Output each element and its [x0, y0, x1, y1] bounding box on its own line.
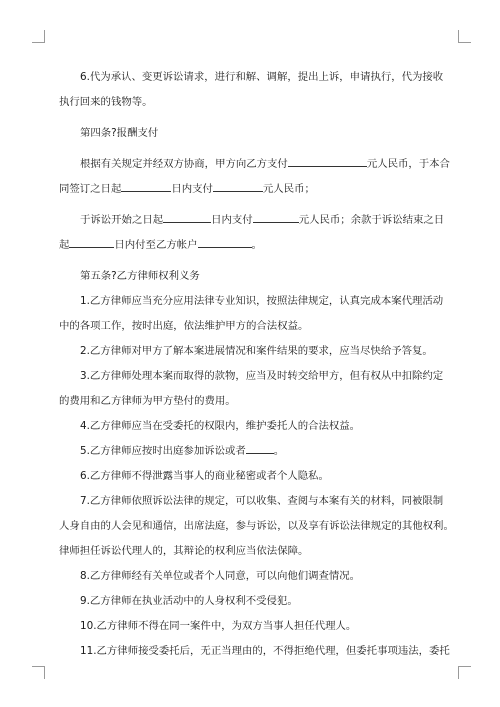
- page-corner-mark: [458, 666, 471, 679]
- paragraph-line: 9.乙方律师在执业活动中的人身权利不受侵犯。: [80, 595, 298, 607]
- fill-in-blank: [253, 211, 299, 223]
- text-segment: 根据有关规定并经双方协商，甲方向乙方支付: [80, 158, 288, 170]
- fill-in-blank: [198, 236, 252, 248]
- text-segment: 元人民币；余款于诉讼结束之日: [298, 214, 445, 226]
- text-segment: 日内支付: [211, 214, 253, 226]
- page-corner-mark: [32, 666, 45, 679]
- paragraph-line: 4.乙方律师应当在受委托的权限内，维护委托人的合法权益。: [80, 420, 361, 432]
- paragraph-line: 2.乙方律师对甲方了解本案进展情况和案件结果的要求，应当尽快给予答复。: [80, 345, 433, 357]
- paragraph-line: 人身自由的人会见和通信，出席法庭，参与诉讼，以及享有诉讼法律规定的其他权利。: [59, 520, 454, 532]
- paragraph-line: 中的各项工作，按时出庭，依法维护甲方的合法权益。: [59, 320, 309, 332]
- article-5-heading: 第五条?乙方律师权利义务: [80, 270, 200, 282]
- text-segment: 。: [273, 445, 285, 457]
- text-segment: 同签订之日起: [59, 183, 122, 195]
- article-4-heading: 第四条?报酬支付: [80, 127, 159, 139]
- paragraph-line: 8.乙方律师经有关单位或者个人同意，可以向他们调查情况。: [80, 570, 361, 582]
- paragraph-line: 11.乙方律师接受委托后，无正当理由的，不得拒绝代理，但委托事项违法，委托: [80, 645, 450, 657]
- paragraph-line: [59, 439, 443, 464]
- paragraph-line: 1.乙方律师应当充分应用法律专业知识，按照法律规定，认真完成本案代理活动: [80, 295, 444, 307]
- fill-in-blank: [246, 442, 274, 454]
- fill-in-blank: [69, 236, 114, 248]
- text-segment: 起: [59, 239, 70, 251]
- fill-in-blank: [163, 211, 211, 223]
- paragraph-line: 的费用和乙方律师为甲方垫付的费用。: [59, 395, 236, 407]
- text-segment: 。: [251, 239, 262, 251]
- fill-in-blank: [288, 155, 367, 167]
- page-corner-mark: [32, 30, 45, 43]
- paragraph-line: [59, 152, 450, 177]
- paragraph-line: 6.代为承认、变更诉讼请求，进行和解、调解，提出上诉，申请执行，代为接收: [80, 71, 444, 83]
- fill-in-blank: [121, 180, 171, 192]
- paragraph-line: 6.乙方律师不得泄露当事人的商业秘密或者个人隐私。: [80, 470, 329, 482]
- paragraph-line: 10.乙方律师不得在同一案件中，为双方当事人担任代理人。: [80, 620, 357, 632]
- paragraph-line: [59, 177, 443, 202]
- text-segment: 元人民币；: [262, 183, 315, 195]
- text-segment: 5.乙方律师应按时出庭参加诉讼或者: [80, 445, 246, 457]
- fill-in-blank: [213, 180, 263, 192]
- paragraph-line: [59, 208, 443, 233]
- paragraph-line: 7.乙方律师依照诉讼法律的规定，可以收集、查阅与本案有关的材料，同被限制: [80, 495, 444, 507]
- page-corner-mark: [458, 30, 471, 43]
- paragraph-line: 律师担任诉讼代理人的，其辩论的权利应当依法保障。: [59, 545, 309, 557]
- text-segment: 元人民币，于本合: [366, 158, 450, 170]
- paragraph-line: 3.乙方律师处理本案而取得的款物，应当及时转交给甲方，但有权从中扣除约定: [80, 370, 444, 382]
- document-body: [59, 65, 454, 664]
- paragraph-line: 执行回来的钱物等。: [59, 96, 153, 108]
- paragraph-line: [59, 233, 443, 258]
- text-segment: 日内支付: [171, 183, 213, 195]
- text-segment: 于诉讼开始之日起: [80, 214, 164, 226]
- text-segment: 日内付至乙方帐户: [114, 239, 198, 251]
